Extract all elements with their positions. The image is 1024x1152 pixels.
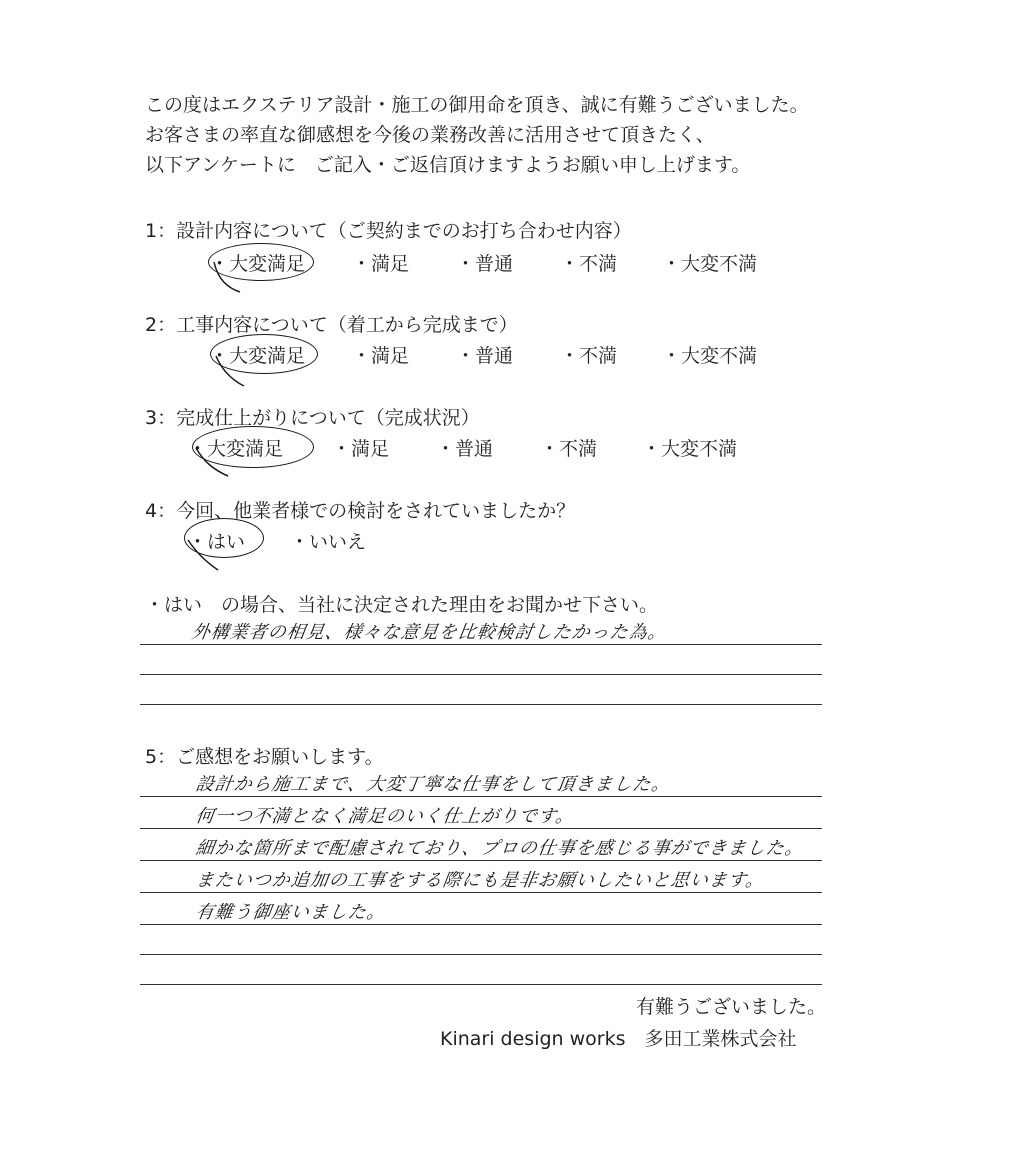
impressions-rule-2 bbox=[140, 828, 822, 829]
q3-option-very-satisfied[interactable]: ・大変満足 bbox=[188, 438, 284, 460]
q4-option-yes[interactable]: ・はい bbox=[188, 531, 246, 553]
q2-option-very-satisfied[interactable]: ・大変満足 bbox=[210, 345, 306, 367]
q2-option-satisfied[interactable]: ・満足 bbox=[352, 345, 410, 367]
impression-line-4: またいつか追加の工事をする際にも是非お願いしたいと思います。 bbox=[194, 870, 766, 891]
impression-line-3: 細かな箇所まで配慮されており、プロの仕事を感じる事ができました。 bbox=[194, 838, 806, 859]
impressions-rule-4 bbox=[140, 892, 822, 893]
reason-label: ・はい の場合、当社に決定された理由をお聞かせ下さい。 bbox=[145, 594, 659, 616]
impressions-rule-6 bbox=[140, 954, 822, 955]
closing-thanks: 有難うございました。 bbox=[636, 996, 827, 1018]
reason-rule-1 bbox=[140, 644, 822, 645]
question-4-label: 4：今回、他業者様での検討をされていましたか？ bbox=[145, 500, 576, 522]
q1-option-very-satisfied[interactable]: ・大変満足 bbox=[210, 253, 306, 275]
q1-option-dissatisfied[interactable]: ・不満 bbox=[560, 253, 618, 275]
q3-option-very-dissatisfied[interactable]: ・大変不満 bbox=[642, 438, 738, 460]
question-2-label: 2：工事内容について（着工から完成まで） bbox=[145, 314, 518, 336]
q4-option-no[interactable]: ・いいえ bbox=[290, 531, 367, 553]
q2-option-normal[interactable]: ・普通 bbox=[456, 345, 514, 367]
q3-option-satisfied[interactable]: ・満足 bbox=[332, 438, 390, 460]
reason-rule-3 bbox=[140, 704, 822, 705]
impression-line-5: 有難う御座いました。 bbox=[194, 902, 388, 923]
reason-handwritten-answer: 外構業者の相見、様々な意見を比較検討したかった為。 bbox=[190, 622, 669, 643]
company-name: Kinari design works 多田工業株式会社 bbox=[440, 1028, 797, 1050]
intro-line-2: お客さまの率直な御感想を今後の業務改善に活用させて頂きたく、 bbox=[145, 124, 715, 146]
question-3-label: 3：完成仕上がりについて（完成状況） bbox=[145, 407, 480, 429]
impressions-rule-5 bbox=[140, 924, 822, 925]
reason-rule-2 bbox=[140, 674, 822, 675]
q1-option-very-dissatisfied[interactable]: ・大変不満 bbox=[662, 253, 758, 275]
impressions-rule-3 bbox=[140, 860, 822, 861]
question-1-label: 1：設計内容について（ご契約までのお打ち合わせ内容） bbox=[145, 220, 632, 242]
intro-line-1: この度はエクステリア設計・施工の御用命を頂き、誠に有難うございました。 bbox=[145, 94, 809, 116]
q3-option-normal[interactable]: ・普通 bbox=[436, 438, 494, 460]
q3-option-dissatisfied[interactable]: ・不満 bbox=[540, 438, 598, 460]
impression-line-2: 何一つ不満となく満足のいく仕上がりです。 bbox=[194, 806, 576, 827]
impressions-label: 5：ご感想をお願いします。 bbox=[145, 746, 384, 768]
q1-option-satisfied[interactable]: ・満足 bbox=[352, 253, 410, 275]
q4-selection-circle bbox=[184, 518, 264, 558]
impression-line-1: 設計から施工まで、大変丁寧な仕事をして頂きました。 bbox=[194, 774, 672, 795]
q2-option-very-dissatisfied[interactable]: ・大変不満 bbox=[662, 345, 758, 367]
impressions-rule-1 bbox=[140, 796, 822, 797]
q1-selection-circle bbox=[208, 243, 314, 281]
intro-line-3: 以下アンケートに ご記入・ご返信頂けますようお願い申し上げます。 bbox=[145, 154, 751, 176]
impressions-rule-7 bbox=[140, 984, 822, 985]
q2-option-dissatisfied[interactable]: ・不満 bbox=[560, 345, 618, 367]
q2-selection-circle bbox=[210, 334, 318, 374]
q3-selection-circle bbox=[192, 426, 314, 468]
q1-option-normal[interactable]: ・普通 bbox=[456, 253, 514, 275]
